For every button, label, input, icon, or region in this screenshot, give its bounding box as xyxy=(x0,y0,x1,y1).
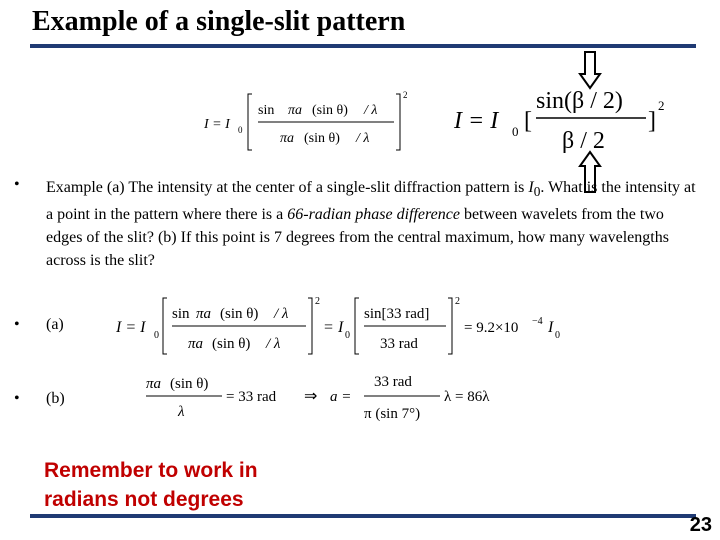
page-title: Example of a single-slit pattern xyxy=(32,6,406,37)
svg-text:λ: λ xyxy=(178,404,185,420)
svg-text:⇒: ⇒ xyxy=(304,388,318,405)
svg-text:(sin θ): (sin θ) xyxy=(170,376,209,392)
example-paragraph xyxy=(46,176,696,272)
svg-text:I = I: I = I xyxy=(204,117,230,132)
bullet: • xyxy=(14,390,20,407)
reminder-note xyxy=(44,456,258,514)
part-b-label: (b) xyxy=(46,390,65,407)
svg-text:= 33 rad: = 33 rad xyxy=(226,389,277,405)
reminder-line-2: radians not degrees xyxy=(44,488,244,511)
svg-text:I = I: I = I xyxy=(454,108,499,134)
svg-text:0: 0 xyxy=(555,330,560,341)
reminder-line-1: Remember to work in xyxy=(44,459,258,482)
svg-text:(sin θ): (sin θ) xyxy=(220,306,259,322)
svg-text:0: 0 xyxy=(154,330,159,341)
bullet: • xyxy=(14,176,20,193)
svg-text:0: 0 xyxy=(512,124,519,139)
svg-text:(sin θ): (sin θ) xyxy=(212,336,251,352)
example-emphasis: 66-radian phase difference xyxy=(287,206,460,224)
svg-text:/ λ: / λ xyxy=(356,131,370,146)
svg-text:(sin θ): (sin θ) xyxy=(312,103,348,118)
svg-text:I = I: I = I xyxy=(116,319,146,336)
svg-text:πa: πa xyxy=(188,336,204,352)
svg-text:a =: a = xyxy=(330,389,352,405)
example-text-2: . What is the intensity at a point in the pattern where there is a xyxy=(46,179,696,224)
svg-text:33 rad: 33 rad xyxy=(380,336,418,352)
intensity-formula-small xyxy=(200,86,430,156)
svg-text:2: 2 xyxy=(315,296,320,307)
svg-text:I: I xyxy=(338,319,344,336)
example-text-1: Example (a) The intensity at the center of a single-slit diffraction pattern is xyxy=(46,179,529,196)
svg-text:[: [ xyxy=(524,108,532,134)
svg-text:sin[33 rad]: sin[33 rad] xyxy=(364,306,430,322)
svg-text:πa: πa xyxy=(280,131,295,146)
svg-text:−4: −4 xyxy=(532,316,543,327)
example-text-3: between wavelets from the two edges of the slit? (b) If this point is 7 degrees from the central maximum, how many wavelengths across is the slit? xyxy=(46,206,669,270)
part-a-solution xyxy=(112,292,572,360)
svg-text:(sin θ): (sin θ) xyxy=(304,131,340,146)
svg-text:πa: πa xyxy=(288,103,303,118)
page-number: 23 xyxy=(689,514,712,536)
svg-text:I: I xyxy=(548,319,554,336)
part-a-label: (a) xyxy=(46,316,64,333)
svg-text:/ λ: / λ xyxy=(274,306,289,322)
svg-text:0: 0 xyxy=(238,125,243,135)
svg-text:π (sin 7°): π (sin 7°) xyxy=(364,406,421,422)
svg-text:=: = xyxy=(324,319,334,336)
svg-text:sin(β / 2): sin(β / 2) xyxy=(536,88,623,114)
svg-text:2: 2 xyxy=(403,90,408,100)
title-divider xyxy=(30,44,696,48)
svg-text:/ λ: / λ xyxy=(364,103,378,118)
svg-text:= 9.2×10: = 9.2×10 xyxy=(464,320,519,336)
footer-divider xyxy=(30,514,696,518)
svg-text:β / 2: β / 2 xyxy=(562,128,605,154)
svg-text:]: ] xyxy=(648,108,656,134)
intensity-formula-beta xyxy=(450,76,680,160)
down-arrow-icon xyxy=(578,50,602,90)
svg-text:2: 2 xyxy=(455,296,460,307)
part-b-solution xyxy=(140,366,500,426)
i0-subscript: 0 xyxy=(533,184,541,200)
svg-text:πa: πa xyxy=(196,306,212,322)
svg-text:2: 2 xyxy=(658,98,665,113)
svg-text:sin: sin xyxy=(172,306,190,322)
svg-text:πa: πa xyxy=(146,376,162,392)
i0-symbol: I xyxy=(528,179,534,196)
svg-text:sin: sin xyxy=(258,103,275,118)
bullet: • xyxy=(14,316,20,333)
svg-text:/ λ: / λ xyxy=(266,336,281,352)
svg-text:33 rad: 33 rad xyxy=(374,374,412,390)
svg-text:0: 0 xyxy=(345,330,350,341)
svg-text:λ = 86λ: λ = 86λ xyxy=(444,389,490,405)
